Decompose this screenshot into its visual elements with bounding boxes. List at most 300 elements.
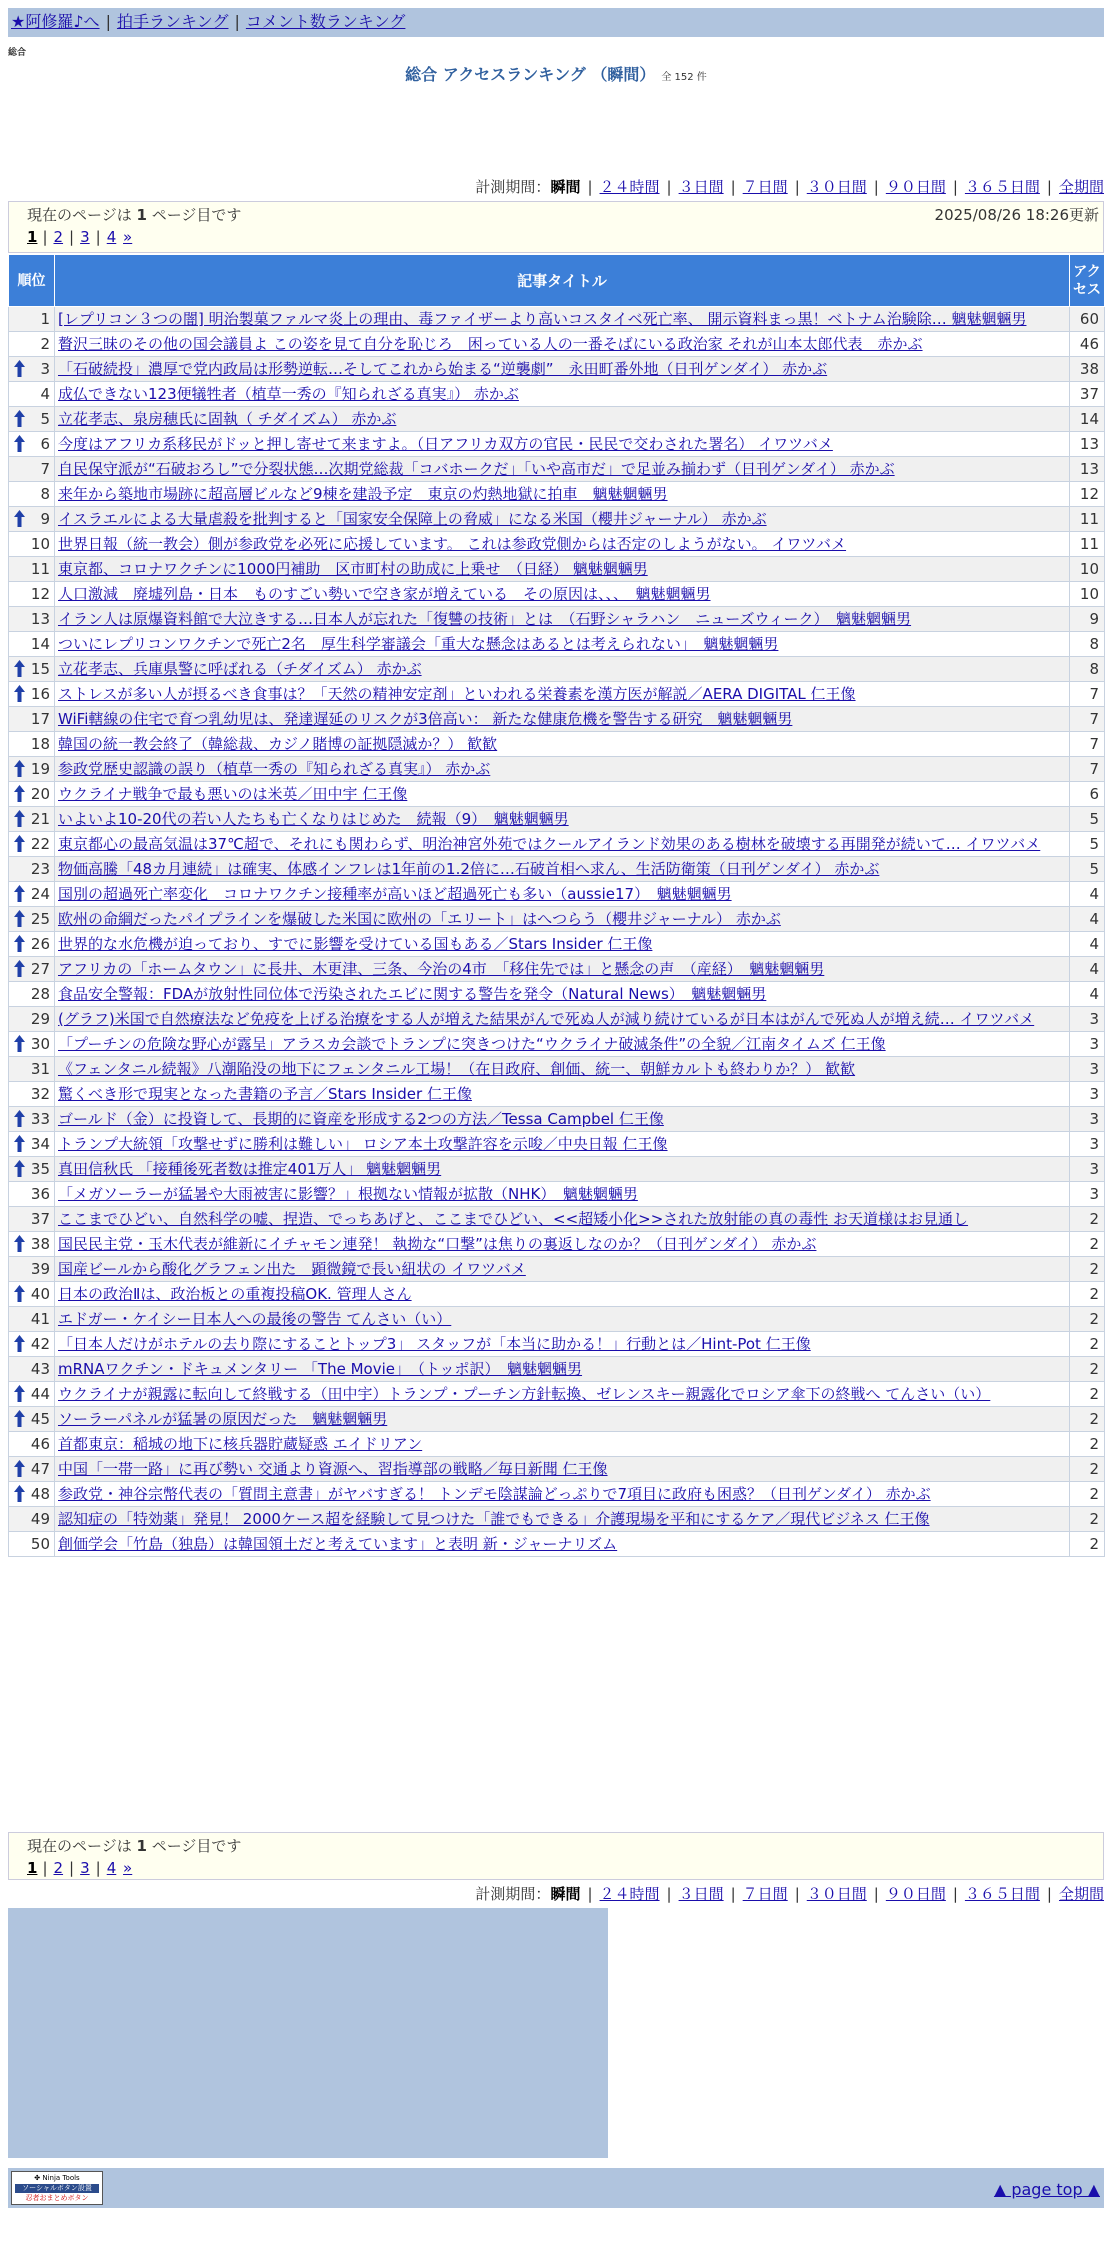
rank-cell (9, 1132, 55, 1157)
title-cell (55, 307, 1070, 332)
comment-ranking-link[interactable]: コメント数ランキング (245, 12, 406, 31)
rank-cell (9, 1107, 55, 1132)
table-row (9, 1332, 1105, 1357)
article-title-link[interactable]: 自民保守派が“石破おろし”で分裂状態…次期党総裁「コバホークだ」「いや高市だ」で足並み揃わず（日刊ゲンダイ） 赤かぶ (58, 460, 895, 478)
article-title-link[interactable]: 真田信秋氏 「接種後死者数は推定401万人」 魑魅魍魎男 (58, 1160, 442, 1178)
article-title-link[interactable]: 人口激減 廃墟列島・日本 ものすごい勢いで空き家が増えている その原因は、、、 魑魅魍魎男 (58, 585, 711, 603)
rank-number: 19 (30, 760, 50, 778)
rank-cell (9, 457, 55, 482)
table-row (9, 1532, 1105, 1557)
title-cell (55, 1432, 1070, 1457)
title-cell (55, 932, 1070, 957)
article-title-link[interactable]: 「メガソーラーが猛暑や大雨被害に影響？」根拠ない情報が拡散（NHK） 魑魅魍魎男 (58, 1185, 638, 1203)
rank-cell (9, 1407, 55, 1432)
title-cell (55, 557, 1070, 582)
pager-text-before: 現在のページは (27, 206, 132, 224)
rank-number: 37 (30, 1210, 50, 1228)
rank-number: 2 (40, 335, 50, 353)
page-number-link[interactable]: 3 (80, 1859, 90, 1877)
period-option-current: 瞬間 (550, 1885, 581, 1903)
title-cell (55, 1407, 1070, 1432)
article-title-link[interactable]: 首都東京：稲城の地下に核兵器貯蔵疑惑 エイドリアン (58, 1435, 423, 1453)
rank-cell (9, 357, 55, 382)
rank-number: 27 (30, 960, 50, 978)
title-cell (55, 407, 1070, 432)
period-option-link[interactable]: ２４時間 (599, 178, 660, 196)
rank-cell (9, 632, 55, 657)
rank-cell (9, 707, 55, 732)
rank-number: 36 (30, 1185, 50, 1203)
rank-number: 9 (40, 510, 50, 528)
article-title-link[interactable]: 「日本人だけがホテルの去り際にすることトップ3」 スタッフが「本当に助かる！」行動とは／Hint-Pot 仁王像 (58, 1335, 811, 1353)
rank-cell (9, 957, 55, 982)
table-row (9, 1082, 1105, 1107)
access-count: 8 (1070, 632, 1105, 657)
title-cell (55, 432, 1070, 457)
home-link[interactable]: ★阿修羅♪へ (11, 12, 100, 31)
page-separator: | (42, 1859, 48, 1877)
page-number-link[interactable]: 4 (106, 228, 117, 246)
access-count: 2 (1070, 1532, 1105, 1557)
title-cell (55, 782, 1070, 807)
rank-column-header: 順位 (9, 255, 55, 307)
period-separator: | (1046, 1885, 1052, 1903)
rank-number: 17 (30, 710, 50, 728)
rank-cell (9, 1382, 55, 1407)
table-row (9, 357, 1105, 382)
article-title-link[interactable]: 「プーチンの危険な野心が露呈」アラスカ会談でトランプに突きつけた“ウクライナ破滅条件”の全貌／江南タイムズ 仁王像 (58, 1035, 886, 1053)
article-title-link[interactable]: イラン人は原爆資料館で大泣きする…日本人が忘れた「復讐の技術」とは （石野シャラハン ニューズウィーク） 魑魅魍魎男 (58, 610, 912, 628)
period-option-link[interactable]: ３日間 (678, 178, 724, 196)
article-title-link[interactable]: ゴールド（金）に投資して、長期的に資産を形成する2つの方法／Tessa Campbel 仁王像 (58, 1110, 664, 1128)
period-option-link[interactable]: ３日間 (678, 1885, 724, 1903)
access-count: 10 (1070, 582, 1105, 607)
rank-number: 14 (30, 635, 50, 653)
rank-cell (9, 782, 55, 807)
access-count: 4 (1070, 957, 1105, 982)
title-cell (55, 732, 1070, 757)
page-title (0, 62, 1112, 85)
access-count: 3 (1070, 1107, 1105, 1132)
rank-number: 30 (30, 1035, 50, 1053)
article-title-link[interactable]: 食品安全警報：FDAが放射性同位体で汚染されたエビに関する警告を発令（Natural News） 魑魅魍魎男 (58, 985, 767, 1003)
title-cell (55, 1257, 1070, 1282)
pager-status (27, 204, 1085, 226)
period-option-link[interactable]: ９０日間 (885, 178, 946, 196)
nav-separator: | (105, 12, 111, 31)
access-count: 7 (1070, 757, 1105, 782)
badge-line1: ✤ Ninja Tools (34, 2174, 80, 2182)
access-column-header: アクセス (1070, 255, 1105, 307)
rank-cell (9, 332, 55, 357)
title-cell (55, 1232, 1070, 1257)
table-row (9, 607, 1105, 632)
table-row (9, 1207, 1105, 1232)
table-row (9, 1507, 1105, 1532)
table-row (9, 832, 1105, 857)
title-column-header: 記事タイトル (55, 255, 1070, 307)
title-cell (55, 1132, 1070, 1157)
period-separator: | (666, 1885, 672, 1903)
page-separator: | (69, 228, 75, 246)
title-cell (55, 907, 1070, 932)
table-row (9, 1282, 1105, 1307)
table-row (9, 382, 1105, 407)
rank-cell (9, 1257, 55, 1282)
rank-cell (9, 1157, 55, 1182)
page-number-link[interactable]: 2 (53, 228, 64, 246)
period-separator: | (873, 1885, 879, 1903)
rank-up-arrow-icon (14, 835, 25, 852)
rank-number: 22 (30, 835, 50, 853)
updated-timestamp: 2025/08/26 18:26更新 (934, 206, 1099, 224)
article-title-link[interactable]: 日本の政治Ⅱは、政治板との重複投稿OK. 管理人さん (58, 1285, 412, 1303)
access-count: 3 (1070, 1082, 1105, 1107)
rank-number: 13 (30, 610, 50, 628)
rank-cell (9, 557, 55, 582)
rank-number: 46 (30, 1435, 50, 1453)
rank-number: 25 (30, 910, 50, 928)
article-title-link[interactable]: (グラフ)米国で自然療法など免疫を上げる治療をする人が増えた結果がんで死ぬ人が減り続けているが日本はがんで死ぬ人が増え続… イワツバメ (58, 1010, 1035, 1028)
page-top-link[interactable]: ▲ page top ▲ (993, 2180, 1100, 2199)
rank-up-arrow-icon (14, 410, 25, 427)
period-option-link[interactable]: 全期間 (1058, 1885, 1104, 1903)
rank-number: 31 (30, 1060, 50, 1078)
access-count: 7 (1070, 682, 1105, 707)
access-count: 2 (1070, 1382, 1105, 1407)
table-row (9, 532, 1105, 557)
table-row (9, 1257, 1105, 1282)
rank-up-arrow-icon (14, 510, 25, 527)
title-cell (55, 457, 1070, 482)
page-number-link[interactable]: 4 (106, 1859, 117, 1877)
rank-cell (9, 1332, 55, 1357)
title-cell (55, 582, 1070, 607)
article-title-link[interactable]: 国産ビールから酸化グラフェン出た 顕微鏡で長い紐状の イワツバメ (58, 1260, 526, 1278)
rank-cell (9, 907, 55, 932)
article-title-link[interactable]: ここまでひどい、自然科学の嘘、捏造、でっちあげと、ここまでひどい、<<超矮小化>>された放射能の真の毒性 お天道様はお見通し (58, 1210, 969, 1228)
rank-number: 42 (30, 1335, 50, 1353)
title-cell (55, 882, 1070, 907)
article-title-link[interactable]: 東京都、コロナワクチンに1000円補助 区市町村の助成に上乗せ （日経） 魑魅魍魎男 (58, 560, 648, 578)
article-title-link[interactable]: 参政党・神谷宗幣代表の「質問主意書」がヤバすぎる！ トンデモ陰謀論どっぷりで7項目に政府も困惑？（日刊ゲンダイ） 赤かぶ (58, 1485, 931, 1503)
badge-line3: 忍者おまとめボタン (25, 2194, 89, 2202)
page-links (27, 1857, 1085, 1879)
article-title-link[interactable]: WiFi轄線の住宅で育つ乳幼児は、発達遅延のリスクが3倍高い： 新たな健康危機を警告する研究 魑魅魍魎男 (58, 710, 793, 728)
rank-cell (9, 1307, 55, 1332)
title-cell (55, 1507, 1070, 1532)
rank-cell (9, 1357, 55, 1382)
title-cell (55, 1107, 1070, 1132)
article-title-link[interactable]: 物価高騰「48カ月連続」は確実、体感インフレは1年前の1.2倍に…石破首相へ求ん、生活防衛策（日刊ゲンダイ） 赤かぶ (58, 860, 880, 878)
rank-up-arrow-icon (14, 1385, 25, 1402)
table-row (9, 1382, 1105, 1407)
access-count: 2 (1070, 1432, 1105, 1457)
article-title-link[interactable]: 贅沢三昧のその他の国会議員よ この姿を見て自分を恥じろ 困っている人の一番そばにいる政治家 それが山本太郎代表 赤かぶ (58, 335, 923, 353)
page-number-link[interactable]: 2 (53, 1859, 64, 1877)
article-title-link[interactable]: 立花孝志、兵庫県警に呼ばれる（チダイズム） 赤かぶ (58, 660, 422, 678)
period-option-link[interactable]: ３６５日間 (964, 178, 1040, 196)
article-title-link[interactable]: 参政党歴史認識の誤り（植草一秀の『知られざる真実』） 赤かぶ (58, 760, 491, 778)
title-cell (55, 507, 1070, 532)
access-count: 3 (1070, 1032, 1105, 1057)
table-row (9, 657, 1105, 682)
table-row (9, 1232, 1105, 1257)
access-count: 2 (1070, 1357, 1105, 1382)
rank-number: 45 (30, 1410, 50, 1428)
period-separator: | (794, 1885, 800, 1903)
table-row (9, 407, 1105, 432)
rank-number: 7 (40, 460, 50, 478)
article-title-link[interactable]: ついにレプリコンワクチンで死亡2名 厚生科学審議会「重大な懸念はあるとは考えられない」 魑魅魍魎男 (58, 635, 779, 653)
title-cell (55, 1182, 1070, 1207)
rank-number: 38 (30, 1235, 50, 1253)
table-row (9, 1132, 1105, 1157)
rank-number: 28 (30, 985, 50, 1003)
period-separator: | (1046, 178, 1052, 196)
title-cell (55, 1007, 1070, 1032)
table-header-row (9, 255, 1105, 307)
next-page-link[interactable]: » (123, 228, 133, 246)
period-option-link[interactable]: ３０日間 (806, 1885, 867, 1903)
rank-cell (9, 607, 55, 632)
title-cell (55, 382, 1070, 407)
table-row (9, 932, 1105, 957)
page-separator: | (42, 228, 48, 246)
table-row (9, 1107, 1105, 1132)
rank-cell (9, 1482, 55, 1507)
rank-cell (9, 382, 55, 407)
access-count: 4 (1070, 982, 1105, 1007)
period-separator: | (794, 178, 800, 196)
rank-number: 4 (40, 385, 50, 403)
article-title-link[interactable]: 《フェンタニル続報》八潮陥没の地下にフェンタニル工場！（在日政府、創価、統一、朝鮮カルトも終わりか？） 歓歓 (58, 1060, 856, 1078)
table-row (9, 332, 1105, 357)
access-count: 2 (1070, 1407, 1105, 1432)
period-separator: | (873, 178, 879, 196)
rank-up-arrow-icon (14, 1110, 25, 1127)
rank-number: 8 (40, 485, 50, 503)
ad-placeholder (8, 1908, 608, 2158)
access-count: 2 (1070, 1457, 1105, 1482)
page-links (27, 226, 1085, 248)
period-option-link[interactable]: ２４時間 (599, 1885, 660, 1903)
table-row (9, 482, 1105, 507)
rank-cell (9, 482, 55, 507)
next-page-link[interactable]: » (123, 1859, 133, 1877)
rank-up-arrow-icon (14, 1235, 25, 1252)
access-count: 3 (1070, 1007, 1105, 1032)
applause-ranking-link[interactable]: 拍手ランキング (116, 12, 229, 31)
access-count: 2 (1070, 1282, 1105, 1307)
title-cell (55, 607, 1070, 632)
pager-text-before: 現在のページは (27, 1837, 132, 1855)
page-number-link[interactable]: 3 (80, 228, 90, 246)
rank-up-arrow-icon (14, 435, 25, 452)
access-count: 46 (1070, 332, 1105, 357)
rank-cell (9, 1182, 55, 1207)
rank-number: 12 (30, 585, 50, 603)
rank-number: 39 (30, 1260, 50, 1278)
title-cell (55, 982, 1070, 1007)
article-title-link[interactable]: 認知症の「特効薬」発見！ 2000ケース超を経験して見つけた「誰でもできる」介護現場を平和にするケア／現代ビジネス 仁王像 (58, 1510, 930, 1528)
article-title-link[interactable]: イスラエルによる大量虐殺を批判すると「国家安全保障上の脅威」になる米国（櫻井ジャーナル） 赤かぶ (58, 510, 767, 528)
access-count: 3 (1070, 1182, 1105, 1207)
period-option-link[interactable]: ９０日間 (885, 1885, 946, 1903)
article-title-link[interactable]: トランプ大統領「攻撃せずに勝利は難しい」 ロシア本土攻撃許容を示唆／中央日報 仁王像 (58, 1135, 668, 1153)
article-title-link[interactable]: 立花孝志、泉房穂氏に固執（ チダイズム） 赤かぶ (58, 410, 397, 428)
rank-cell (9, 307, 55, 332)
article-title-link[interactable]: 欧州の命綱だったパイプラインを爆破した米国に欧州の「エリート」はへつらう（櫻井ジャーナル） 赤かぶ (58, 910, 781, 928)
table-row (9, 1432, 1105, 1457)
article-title-link[interactable]: エドガー・ケイシー日本人への最後の警告 てんさい（い） (58, 1310, 452, 1328)
article-title-link[interactable]: 世界的な水危機が迫っており、すでに影響を受けている国もある／Stars Insider 仁王像 (58, 935, 653, 953)
article-title-link[interactable]: ウクライナが親露に転向して終戦する（田中宇）トランプ・プーチン方針転換、ゼレンスキー親露化でロシア傘下の終戦へ てんさい（い） (58, 1385, 991, 1403)
rank-number: 34 (30, 1135, 50, 1153)
article-title-link[interactable]: [レプリコン３つの闇] 明治製菓ファルマ炎上の理由、毒ファイザーより高いコスタイベ死亡率、 開示資料まっ黒！ベトナム治験除… 魑魅魍魎男 (58, 310, 1027, 328)
title-cell (55, 1057, 1070, 1082)
rank-cell (9, 1457, 55, 1482)
rank-cell (9, 407, 55, 432)
rank-up-arrow-icon (14, 760, 25, 777)
pager-current-page: 1 (136, 206, 147, 224)
access-count: 14 (1070, 407, 1105, 432)
title-cell (55, 1482, 1070, 1507)
period-separator: | (730, 1885, 736, 1903)
rank-cell (9, 807, 55, 832)
article-title-link[interactable]: 国別の超過死亡率変化 コロナワクチン接種率が高いほど超過死亡も多い（aussie17） 魑魅魍魎男 (58, 885, 732, 903)
table-row (9, 1032, 1105, 1057)
period-option-link[interactable]: ３６５日間 (964, 1885, 1040, 1903)
article-title-link[interactable]: 世界日報（統一教会）側が参政党を必死に応援しています。 これは参政党側からは否定のしようがない。 イワツバメ (58, 535, 847, 553)
title-cell (55, 857, 1070, 882)
rank-up-arrow-icon (14, 960, 25, 977)
nav-separator: | (234, 12, 240, 31)
rank-number: 16 (30, 685, 50, 703)
title-cell (55, 1532, 1070, 1557)
article-title-link[interactable]: 中国「一帯一路」に再び勢い 交通より資源へ、習指導部の戦略／毎日新聞 仁王像 (58, 1460, 608, 1478)
access-count: 5 (1070, 832, 1105, 857)
article-title-link[interactable]: 成仏できない123便犠牲者（植草一秀の『知られざる真実』） 赤かぶ (58, 385, 519, 403)
period-option-link[interactable]: ７日間 (742, 1885, 788, 1903)
access-count: 2 (1070, 1332, 1105, 1357)
table-row (9, 807, 1105, 832)
table-row (9, 857, 1105, 882)
period-option-link[interactable]: 全期間 (1058, 178, 1104, 196)
table-row (9, 1457, 1105, 1482)
title-cell (55, 532, 1070, 557)
article-title-link[interactable]: ソーラーパネルが猛暑の原因だった 魑魅魍魎男 (58, 1410, 388, 1428)
pager-text-after: ページ目です (151, 1837, 242, 1855)
table-row (9, 307, 1105, 332)
rank-number: 18 (30, 735, 50, 753)
table-row (9, 957, 1105, 982)
rank-number: 32 (30, 1085, 50, 1103)
page-title-text: 総合 アクセスランキング （瞬間） (405, 65, 656, 84)
rank-number: 40 (30, 1285, 50, 1303)
access-count: 8 (1070, 657, 1105, 682)
access-count: 6 (1070, 782, 1105, 807)
rank-cell (9, 982, 55, 1007)
ninja-tools-badge[interactable] (11, 2171, 103, 2205)
rank-cell (9, 1432, 55, 1457)
pager-top (8, 201, 1104, 253)
table-row (9, 1182, 1105, 1207)
table-row (9, 1307, 1105, 1332)
rank-up-arrow-icon (14, 1035, 25, 1052)
page-separator: | (69, 1859, 75, 1877)
rank-number: 41 (30, 1310, 50, 1328)
rank-number: 20 (30, 785, 50, 803)
period-option-link[interactable]: ３０日間 (806, 178, 867, 196)
period-label: 計測期間： (475, 178, 551, 196)
period-option-link[interactable]: ７日間 (742, 178, 788, 196)
rank-number: 11 (30, 560, 50, 578)
article-title-link[interactable]: 創価学会「竹島（独島）は韓国領土だと考えています」と表明 新・ジャーナリズム (58, 1535, 618, 1553)
title-cell (55, 1457, 1070, 1482)
rank-number: 1 (40, 310, 50, 328)
rank-cell (9, 857, 55, 882)
access-count: 9 (1070, 607, 1105, 632)
rank-number: 26 (30, 935, 50, 953)
rank-number: 50 (30, 1535, 50, 1553)
article-title-link[interactable]: 国民民主党・玉木代表が維新にイチャモン連発！ 執拗な“口撃”は焦りの裏返しなのか？（日刊ゲンダイ） 赤かぶ (58, 1235, 817, 1253)
total-count: 全 152 件 (661, 72, 707, 83)
access-count: 2 (1070, 1207, 1105, 1232)
article-title-link[interactable]: mRNAワクチン・ドキュメンタリー 「The Movie」 （トッポ訳） 魑魅魍魎男 (58, 1360, 583, 1378)
rank-cell (9, 1032, 55, 1057)
article-title-link[interactable]: ストレスが多い人が摂るべき食事は？「天然の精神安定剤」といわれる栄養素を漢方医が解説／AERA DIGITAL 仁王像 (58, 685, 856, 703)
rank-up-arrow-icon (14, 1285, 25, 1302)
rank-cell (9, 1282, 55, 1307)
rank-up-arrow-icon (14, 360, 25, 377)
article-title-link[interactable]: 今度はアフリカ系移民がドッと押し寄せて来ますよ。（日アフリカ双方の官民・民民で交わされた署名） イワツバメ (58, 435, 833, 453)
access-count: 2 (1070, 1482, 1105, 1507)
article-title-link[interactable]: 東京都心の最高気温は37℃超で、それにも関わらず、明治神宮外苑ではクールアイランド効果のある樹林を破壊する再開発が続いて… イワツバメ (58, 835, 1041, 853)
access-count: 7 (1070, 732, 1105, 757)
article-title-link[interactable]: いよいよ10-20代の若い人たちも亡くなりはじめた 続報（9） 魑魅魍魎男 (58, 810, 569, 828)
rank-cell (9, 832, 55, 857)
access-count: 12 (1070, 482, 1105, 507)
rank-number: 15 (30, 660, 50, 678)
article-title-link[interactable]: 来年から築地市場跡に超高層ビルなど9棟を建設予定 東京の灼熱地獄に拍車 魑魅魍魎男 (58, 485, 668, 503)
table-row (9, 907, 1105, 932)
table-row (9, 632, 1105, 657)
rank-up-arrow-icon (14, 1335, 25, 1352)
table-row (9, 782, 1105, 807)
article-title-link[interactable]: 「石破続投」濃厚で党内政局は形勢逆転…そしてこれから始まる“逆襲劇” 永田町番外地（日刊ゲンダイ） 赤かぶ (58, 360, 828, 378)
access-count: 3 (1070, 1157, 1105, 1182)
table-row (9, 882, 1105, 907)
title-cell (55, 1157, 1070, 1182)
article-title-link[interactable]: ウクライナ戦争で最も悪いのは米英／田中宇 仁王像 (58, 785, 408, 803)
rank-cell (9, 1082, 55, 1107)
period-label: 計測期間： (475, 1885, 551, 1903)
period-separator: | (587, 1885, 593, 1903)
rank-cell (9, 582, 55, 607)
article-title-link[interactable]: アフリカの「ホームタウン」に長井、木更津、三条、今治の4市 「移住先では」と懸念の声 （産経） 魑魅魍魎男 (58, 960, 825, 978)
rank-number: 29 (30, 1010, 50, 1028)
title-cell (55, 1032, 1070, 1057)
rank-cell (9, 432, 55, 457)
article-title-link[interactable]: 驚くべき形で現実となった書籍の予言／Stars Insider 仁王像 (58, 1085, 472, 1103)
page-number-current: 1 (27, 228, 38, 246)
article-title-link[interactable]: 韓国の統一教会終了（韓総裁、カジノ賭博の証拠隠滅か？） 歓歓 (58, 735, 498, 753)
rank-number: 43 (30, 1360, 50, 1378)
rank-cell (9, 1507, 55, 1532)
rank-cell (9, 1232, 55, 1257)
badge-line2: ソーシャルボタン設置 (15, 2184, 99, 2193)
